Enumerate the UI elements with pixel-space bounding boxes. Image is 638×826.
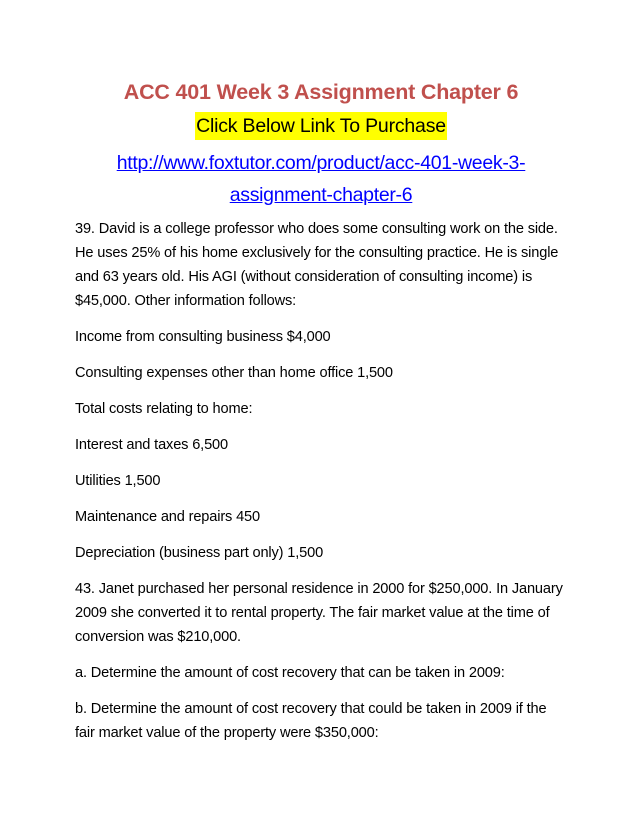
question-43-part-b: b. Determine the amount of cost recovery that could be taken in 2009 if the fair market value of the property were $350,000: [75, 701, 547, 741]
interest-taxes-line: Interest and taxes 6,500 [75, 437, 228, 453]
home-costs-heading: Total costs relating to home: [75, 401, 253, 417]
purchase-link-line-1[interactable]: http://www.foxtutor.com/product/acc-401-week-3- [116, 152, 526, 174]
question-39-intro: 39. David is a college professor who does some consulting work on the side. He uses 25% of his home exclusively for the consulting practice. He is single and 63 years old. His AGI (without consideration of consulting income) is $45,000. Other information follows: [75, 221, 559, 309]
maintenance-repairs-line: Maintenance and repairs 450 [75, 509, 260, 525]
consulting-income-line: Income from consulting business $4,000 [75, 329, 331, 345]
purchase-callout [75, 112, 567, 140]
purchase-link[interactable] [75, 147, 567, 211]
question-43-intro: 43. Janet purchased her personal residence in 2000 for $250,000. In January 2009 she converted it to rental property. The fair market value at the time of conversion was $210,000. [75, 581, 563, 645]
purchase-label: Click Below Link To Purchase [195, 112, 447, 140]
purchase-link-line-2[interactable]: assignment-chapter-6 [229, 184, 413, 206]
consulting-expenses-line: Consulting expenses other than home office 1,500 [75, 365, 393, 381]
question-43-part-a: a. Determine the amount of cost recovery that can be taken in 2009: [75, 665, 505, 681]
document-page [75, 78, 567, 757]
depreciation-line: Depreciation (business part only) 1,500 [75, 545, 324, 561]
document-title: ACC 401 Week 3 Assignment Chapter 6 [123, 80, 519, 104]
utilities-line: Utilities 1,500 [75, 473, 161, 489]
